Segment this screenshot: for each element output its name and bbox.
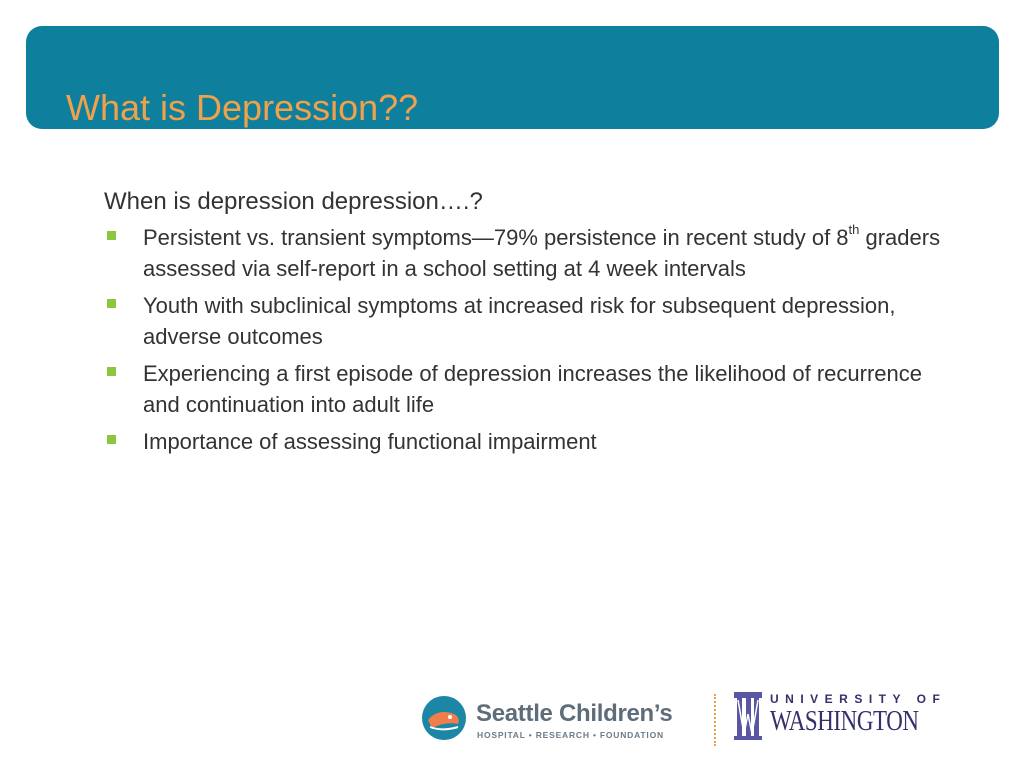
seattle-childrens-name: Seattle Children’s	[476, 700, 673, 727]
seattle-childrens-tagline: HOSPITAL • RESEARCH • FOUNDATION	[477, 730, 664, 740]
bullet-item	[104, 290, 954, 352]
bullet-text: Persistent vs. transient symptoms—79% persistence in recent study of 8th graders assessed via self-report in a school setting at 4 week intervals	[143, 221, 941, 281]
bullet-text: Experiencing a first episode of depression increases the likelihood of recurrence and continuation into adult life	[143, 361, 922, 417]
logo-divider	[714, 694, 716, 746]
uw-logo	[732, 688, 947, 748]
bullet-list	[104, 222, 954, 457]
bullet-text: Importance of assessing functional impairment	[143, 429, 597, 454]
square-bullet-icon	[107, 367, 116, 376]
whale-logo-icon	[420, 694, 468, 742]
title-bar	[26, 26, 999, 129]
bullet-text: Youth with subclinical symptoms at increased risk for subsequent depression, adverse outcomes	[143, 293, 896, 349]
bullet-item	[104, 222, 954, 284]
slide-body	[104, 186, 954, 463]
bullet-item	[104, 358, 954, 420]
slide-title: What is Depression??	[66, 87, 419, 128]
square-bullet-icon	[107, 435, 116, 444]
square-bullet-icon	[107, 299, 116, 308]
footer-logos	[420, 684, 947, 754]
uw-bottom-text: WASHINGTON	[770, 706, 919, 737]
uw-w-emblem-icon	[732, 688, 764, 746]
uw-top-text: UNIVERSITY OF	[770, 692, 947, 706]
square-bullet-icon	[107, 231, 116, 240]
ordinal-suffix: th	[848, 221, 860, 237]
bullet-item	[104, 426, 954, 457]
lead-question: When is depression depression….?	[104, 188, 483, 215]
seattle-childrens-logo	[420, 694, 700, 744]
